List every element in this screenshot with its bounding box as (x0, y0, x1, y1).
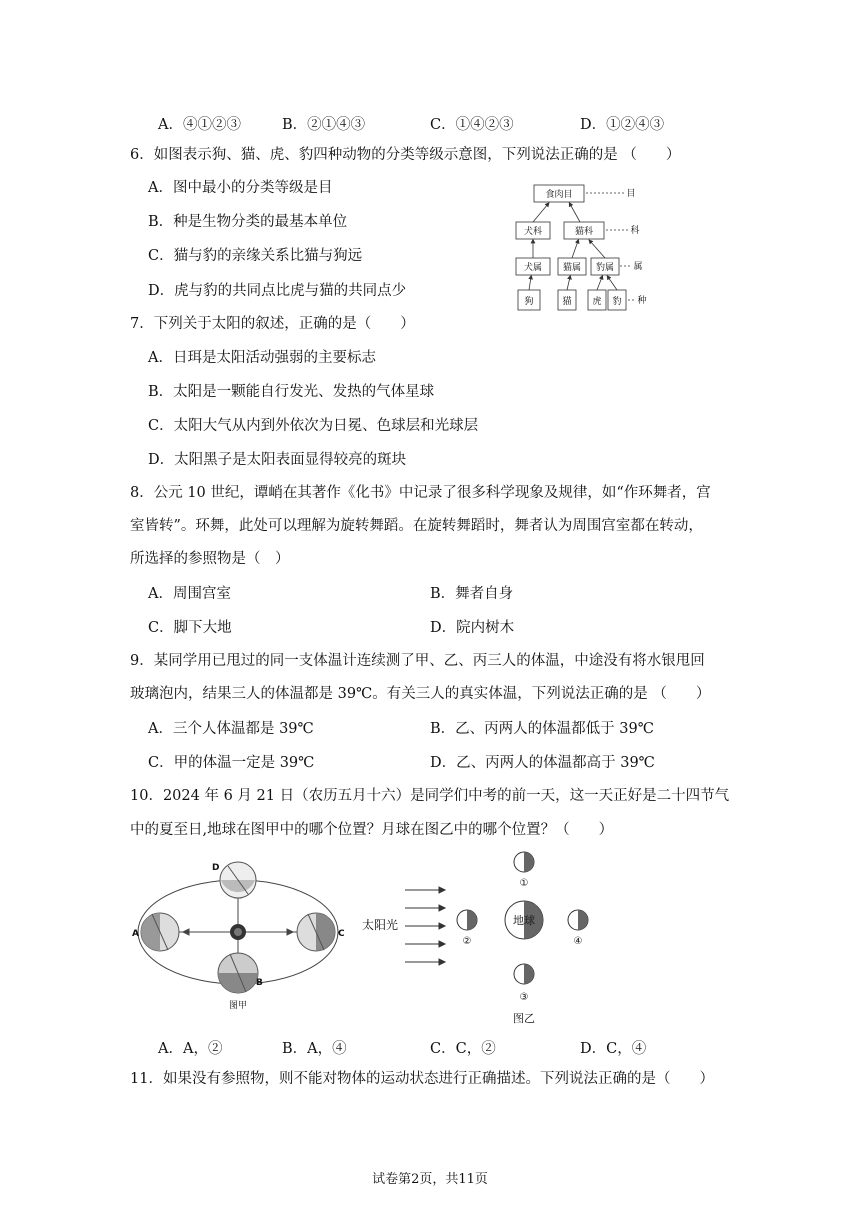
q8-option-a: A．周围宫室 (148, 586, 231, 602)
svg-text:③: ③ (519, 992, 529, 1003)
moon-position-3 (514, 964, 534, 1003)
label-a: A (132, 929, 139, 939)
svg-text:地球: 地球 (513, 914, 535, 927)
figure-jia-orbit (128, 858, 356, 1016)
q8-stem-line3: 所选择的参照物是（ ） (130, 551, 290, 567)
q8-stem-line2: 室皆转”。环舞，此处可以理解为旋转舞蹈。在旋转舞蹈时，舞者认为周围宫室都在转动， (130, 518, 703, 534)
q10-stem-line2: 中的夏至日,地球在图甲中的哪个位置？月球在图乙中的哪个位置？（ ） (130, 822, 614, 838)
svg-text:犬科: 犬科 (523, 227, 543, 237)
earth-c (297, 913, 335, 951)
q9-stem-line1: 9．某同学用已甩过的同一支体温计连续测了甲、乙、丙三人的体温，中途没有将水银甩回 (130, 653, 705, 669)
svg-text:科: 科 (630, 226, 640, 236)
q6-option-b: B．种是生物分类的最基本单位 (148, 214, 348, 230)
svg-text:虎: 虎 (592, 297, 602, 307)
q7-option-b: B．太阳是一颗能自行发光、发热的气体星球 (148, 384, 435, 400)
label-d: D (212, 863, 220, 873)
svg-text:④: ④ (573, 936, 583, 947)
q7-option-d: D．太阳黑子是太阳表面显得较亮的斑块 (148, 452, 407, 468)
q6-stem: 6．如图表示狗、猫、虎、豹四种动物的分类等级示意图，下列说法正确的是 （ ） (130, 147, 681, 163)
moon-position-2 (457, 910, 477, 947)
fig-yi-caption: 图乙 (513, 1012, 535, 1025)
svg-text:属: 属 (633, 262, 643, 272)
q10-option-a: A．A，② (158, 1041, 223, 1057)
moon-position-1 (514, 852, 534, 889)
label-c: C (338, 929, 345, 939)
svg-text:猫: 猫 (562, 297, 572, 307)
q9-option-a: A．三个人体温都是 39℃ (148, 721, 314, 737)
q6-option-d: D．虎与豹的共同点比虎与猫的共同点少 (148, 283, 407, 299)
q9-option-c: C．甲的体温一定是 39℃ (148, 755, 315, 771)
classification-diagram (508, 182, 653, 314)
figure-yi-moon (360, 848, 600, 1026)
earth-a (141, 913, 179, 951)
svg-text:目: 目 (626, 189, 636, 199)
q9-option-b: B．乙、丙两人的体温都低于 39℃ (430, 721, 654, 737)
q5-option-d: D．①②④③ (580, 117, 665, 133)
svg-text:猫科: 猫科 (574, 227, 594, 237)
svg-text:猫属: 猫属 (562, 263, 582, 273)
order-label: 食肉目 (545, 190, 573, 200)
q7-stem: 7．下列关于太阳的叙述，正确的是（ ） (130, 316, 415, 332)
page-footer: 试卷第2页，共11页 (372, 1172, 488, 1187)
sunlight-label: 太阳光 (362, 918, 399, 932)
q5-option-a: A．④①②③ (158, 117, 241, 133)
q8-option-c: C．脚下大地 (148, 620, 232, 636)
q6-option-c: C．猫与豹的亲缘关系比猫与狗远 (148, 248, 363, 264)
q5-option-c: C．①④②③ (430, 117, 514, 133)
moon-position-4 (568, 910, 588, 947)
q7-option-c: C．太阳大气从内到外依次为日冕、色球层和光球层 (148, 418, 479, 434)
q9-stem-line2: 玻璃泡内，结果三人的体温都是 39℃。有关三人的真实体温，下列说法正确的是 （ ） (130, 686, 711, 702)
q7-option-a: A．日珥是太阳活动强弱的主要标志 (148, 350, 376, 366)
earth (505, 901, 543, 939)
q6-option-a: A．图中最小的分类等级是目 (148, 180, 333, 196)
q10-option-c: C．C，② (430, 1041, 496, 1057)
q10-stem-line1: 10．2024 年 6 月 21 日（农历五月十六）是同学们中考的前一天，这一天正好是二十四节气 (130, 788, 730, 804)
label-b: B (256, 978, 263, 988)
svg-text:犬属: 犬属 (523, 263, 543, 273)
q9-option-d: D．乙、丙两人的体温都高于 39℃ (430, 755, 655, 771)
q10-option-d: D．C，④ (580, 1041, 647, 1057)
svg-text:豹属: 豹属 (595, 263, 615, 273)
svg-text:①: ① (519, 878, 529, 889)
earth-d (220, 862, 256, 898)
q8-option-b: B．舞者自身 (430, 586, 514, 602)
svg-text:②: ② (462, 936, 472, 947)
q8-stem-line1: 8．公元 10 世纪，谭峭在其著作《化书》中记录了很多科学现象及规律，如“作环舞者，宫 (130, 485, 711, 501)
svg-text:豹: 豹 (612, 297, 622, 307)
q5-option-b: B．②①④③ (282, 117, 366, 133)
q10-option-b: B．A，④ (282, 1041, 347, 1057)
svg-text:狗: 狗 (524, 297, 534, 307)
svg-text:种: 种 (637, 296, 647, 306)
q8-option-d: D．院内树木 (430, 620, 515, 636)
q11-stem: 11．如果没有参照物，则不能对物体的运动状态进行正确描述。下列说法正确的是（ ） (130, 1071, 714, 1087)
fig-jia-caption: 图甲 (228, 1001, 248, 1011)
earth-b (218, 953, 258, 993)
